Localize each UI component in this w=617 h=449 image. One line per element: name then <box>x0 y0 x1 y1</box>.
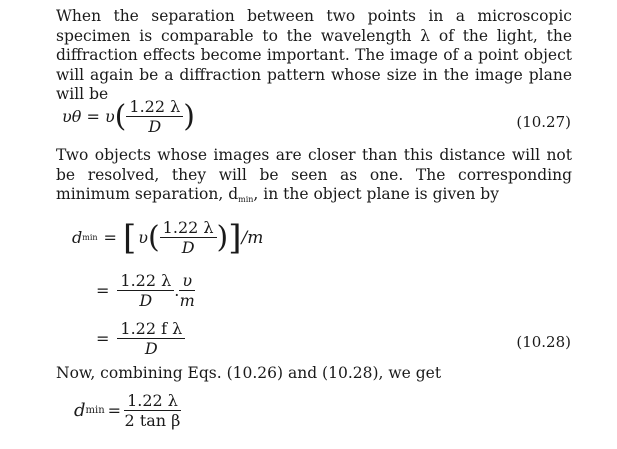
right-paren: ) <box>183 98 195 134</box>
paragraph-text: When the separation between two points in a microscopic specimen is comparable to the wavelength λ of the light, the diffraction effects become important. The image of a point object will again be a diffraction pattern whose size in the image plane will be <box>56 7 572 103</box>
left-paren: ( <box>147 219 160 255</box>
equation-number-10-27: (10.27) <box>516 113 571 131</box>
dot-operator: . <box>174 281 180 300</box>
right-bracket: ] <box>228 217 242 258</box>
numerator: 1.22 f λ <box>117 320 185 339</box>
dmin-subscript: min <box>82 233 98 242</box>
paragraph-minimum-separation <box>56 146 572 210</box>
dmin-subscript: min <box>85 405 105 416</box>
denominator: D <box>144 339 158 358</box>
equals-sign: = <box>96 329 110 348</box>
fraction <box>126 98 183 135</box>
left-bracket: [ <box>122 217 137 258</box>
denominator: D <box>181 238 195 257</box>
paragraph-combining <box>56 364 572 384</box>
equals-sign: = <box>96 281 110 300</box>
numerator: υ <box>179 272 195 291</box>
denominator: m <box>179 291 195 310</box>
numerator: 1.22 λ <box>117 272 174 291</box>
denominator: D <box>148 117 162 136</box>
equation-dmin-bracket <box>72 219 263 256</box>
divide-by-m: /m <box>241 227 264 248</box>
equation-lhs: υθ = υ <box>62 107 115 126</box>
left-paren: ( <box>114 98 127 134</box>
equation-10-28 <box>96 320 185 357</box>
numerator: 1.22 λ <box>124 392 181 411</box>
paragraph-diffraction-intro <box>56 7 572 105</box>
fraction <box>117 320 185 357</box>
denominator: 2 tan β <box>124 411 181 430</box>
fraction-2 <box>179 272 195 309</box>
velocity-symbol: υ <box>138 228 148 247</box>
equals-sign: = <box>107 401 122 420</box>
numerator: 1.22 λ <box>160 219 217 238</box>
paragraph-text-end: , in the object plane is given by <box>253 185 499 203</box>
fraction <box>160 219 217 256</box>
equation-step-2 <box>96 272 195 309</box>
equation-10-27 <box>62 98 195 135</box>
fraction <box>124 392 181 429</box>
equation-number-10-28: (10.28) <box>516 333 571 351</box>
dmin-symbol: d <box>72 228 83 247</box>
denominator: D <box>139 291 153 310</box>
dmin-symbol: d <box>74 400 86 421</box>
numerator: 1.22 λ <box>126 98 183 117</box>
subscript-min: min <box>238 195 254 204</box>
equation-dmin-final <box>74 392 181 429</box>
equals-sign: = <box>103 228 117 247</box>
fraction-1 <box>117 272 174 309</box>
right-paren: ) <box>216 219 229 255</box>
paragraph-text: Now, combining Eqs. (10.26) and (10.28), we get <box>56 364 442 382</box>
paragraph-text: Two objects whose images are closer than this distance will not be resolved, they will be seen as one. The corresponding minimum separation, d <box>56 146 572 203</box>
